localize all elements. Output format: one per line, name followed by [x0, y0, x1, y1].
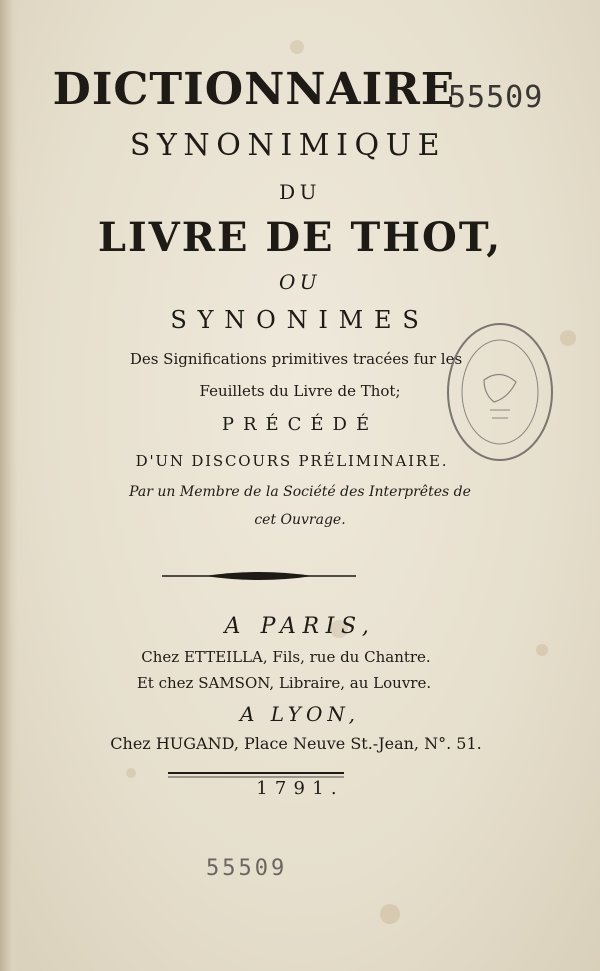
ornament-rule	[0, 568, 600, 588]
title-livre-de-thot: LIVRE DE THOT,	[97, 214, 503, 261]
library-stamp	[444, 318, 556, 466]
title-synonimique: SYNONIMIQUE	[129, 128, 447, 163]
publication-year: 1791.	[256, 778, 344, 799]
publisher-hugand: Chez HUGAND, Place Neuve St.-Jean, N°. 51.	[110, 734, 482, 753]
publisher-samson: Et chez SAMSON, Libraire, au Louvre.	[136, 674, 432, 692]
title-dictionnaire: DICTIONNAIRE	[52, 64, 456, 115]
shelf-number-bottom: 55509	[206, 856, 288, 881]
shelf-number-top: 55509	[448, 80, 544, 115]
title-synonimes: SYNONIMES	[170, 306, 430, 334]
preceded-label: PRÉCÉDÉ	[221, 414, 379, 435]
author-line-1: Par un Membre de la Société des Interprêtes de	[129, 484, 471, 500]
subtitle-line-2: Feuillets du Livre de Thot;	[199, 382, 401, 400]
title-ou: OU	[278, 270, 322, 294]
author-line-2: cet Ouvrage.	[254, 512, 346, 528]
publisher-etteilla: Chez ETTEILLA, Fils, rue du Chantre.	[141, 648, 431, 666]
subtitle-line-1: Des Significations primitives tracées fur les	[129, 350, 463, 368]
city-paris: A PARIS,	[224, 614, 376, 639]
foxing-spot	[290, 40, 304, 54]
discourse-line: D'UN DISCOURS PRÉLIMINAIRE.	[135, 452, 449, 470]
title-du: DU	[279, 180, 321, 204]
city-lyon: A LYON,	[240, 702, 360, 726]
foxing-spot	[380, 904, 400, 924]
